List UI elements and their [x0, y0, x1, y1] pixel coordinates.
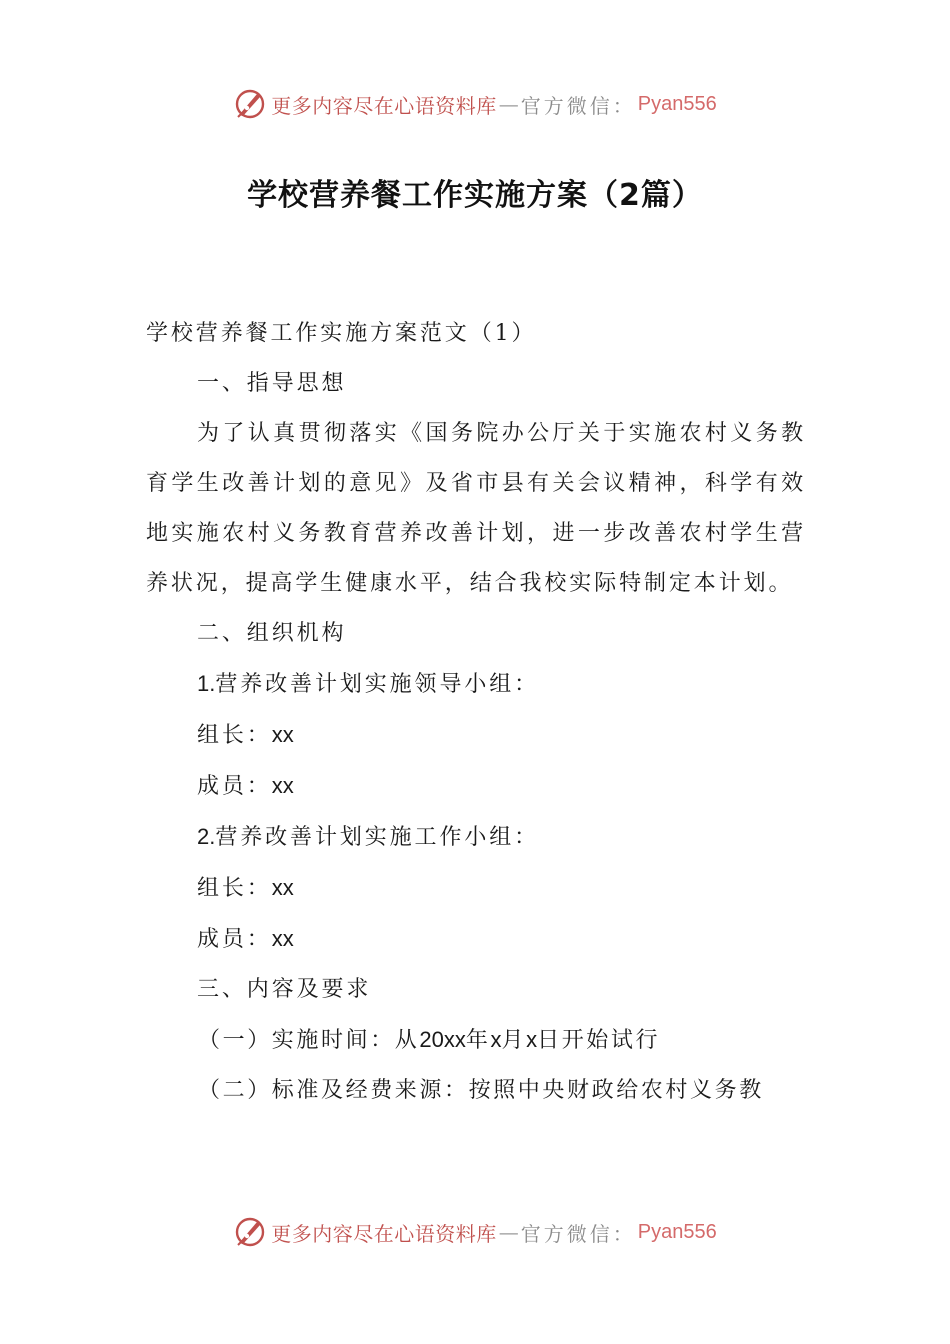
- item1-year: 20xx: [419, 1027, 466, 1052]
- group1-member-value: xx: [271, 773, 294, 798]
- watermark-header: [0, 84, 950, 124]
- group2-number: 2.: [197, 824, 216, 849]
- group2-title: 营养改善计划实施工作小组：: [215, 825, 540, 850]
- group2-member-line: [146, 914, 806, 965]
- item1-suffix: 日开始试行: [537, 1028, 661, 1053]
- group1-leader-line: [146, 710, 806, 761]
- group2-leader-label: 组长：: [197, 876, 272, 901]
- group1-leader-label: 组长：: [197, 723, 272, 748]
- item-implementation-time: [146, 1015, 806, 1066]
- group2-member-value: xx: [271, 926, 294, 951]
- watermark-wechat-id: Pyan556: [637, 1220, 717, 1243]
- item1-month: x: [490, 1027, 502, 1052]
- quill-pen-logo-icon: [233, 1215, 267, 1249]
- group1-title-line: [146, 659, 806, 710]
- group2-member-label: 成员：: [197, 927, 272, 952]
- quill-pen-logo-icon: [233, 87, 267, 121]
- group2-leader-line: [146, 863, 806, 914]
- group1-member-line: [146, 761, 806, 812]
- watermark-site-name: 更多内容尽在心语资料库: [271, 93, 497, 118]
- heading-content-requirements: 三、内容及要求: [197, 977, 372, 1002]
- watermark-separator: —: [498, 1220, 519, 1244]
- watermark-separator: —: [498, 92, 519, 116]
- paragraph-purpose: 为了认真贯彻落实《国务院办公厅关于实施农村义务教育学生改善计划的意见》及省市县有关会议精神，科学有效地实施农村义务教育营养改善计划，进一步改善农村学生营养状况，提高学生健康水平，结合我校实际特制定本计划。: [146, 421, 806, 596]
- watermark-footer: [0, 1212, 950, 1252]
- item1-day: x: [526, 1027, 538, 1052]
- watermark-wechat-label: 官方微信：: [520, 1221, 636, 1246]
- group1-leader-value: xx: [271, 722, 294, 747]
- section-heading: 学校营养餐工作实施方案范文（1）: [146, 321, 537, 346]
- group1-title: 营养改善计划实施领导小组：: [215, 672, 540, 697]
- watermark-wechat-label: 官方微信：: [520, 93, 636, 118]
- group1-number: 1.: [197, 671, 216, 696]
- item1-month-unit: 月: [501, 1028, 527, 1053]
- item1-prefix: （一）实施时间：从: [198, 1028, 420, 1053]
- watermark-wechat-id: Pyan556: [637, 92, 717, 115]
- item1-year-unit: 年: [465, 1028, 491, 1053]
- heading-guiding-ideology: 一、指导思想: [197, 371, 347, 396]
- item-standard-funding: （二）标准及经费来源：按照中央财政给农村义务教: [198, 1078, 764, 1103]
- group2-title-line: [146, 812, 806, 863]
- group1-member-label: 成员：: [197, 774, 272, 799]
- group2-leader-value: xx: [271, 875, 294, 900]
- heading-organization: 二、组织机构: [197, 621, 347, 646]
- document-title: 学校营养餐工作实施方案（2篇）: [247, 178, 703, 213]
- document-body: [146, 309, 806, 1116]
- watermark-site-name: 更多内容尽在心语资料库: [271, 1221, 497, 1246]
